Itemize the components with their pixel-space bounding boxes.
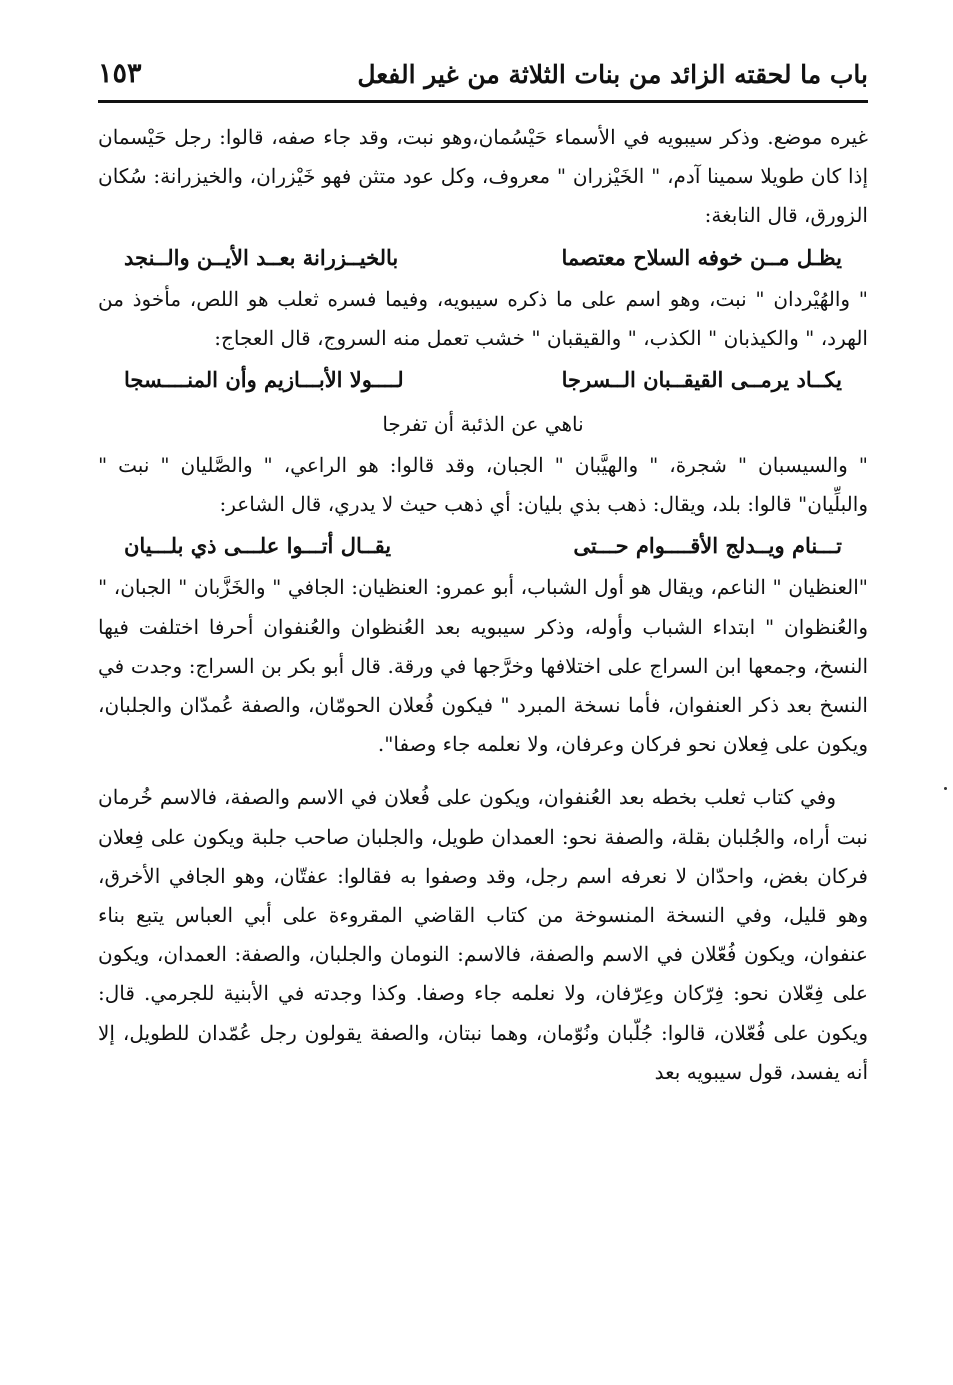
header-rule bbox=[98, 100, 868, 103]
verse-1 bbox=[98, 236, 868, 280]
page-number: ١٥٣ bbox=[98, 58, 142, 89]
page-header bbox=[98, 52, 868, 98]
verse-2-second-hemistich: لــــولا الأبـــازيم وأن المنــــسجا bbox=[124, 367, 404, 393]
verse-1-first-hemistich: يظـل مــن خوفه السلاح معتصما bbox=[561, 244, 842, 270]
paragraph-gap bbox=[98, 764, 868, 778]
running-title: باب ما لحقته الزائد من بنات الثلاثة من غير الفعل bbox=[357, 60, 868, 89]
verse-2-first-hemistich: يكــاد يرمــى القيقــبان الــسرجا bbox=[561, 367, 842, 393]
verse-1-second-hemistich: بالخيــزرانة بعــد الأيــن والــنجد bbox=[124, 244, 399, 270]
paragraph-4: "العنظيان " الناعم، ويقال هو أول الشباب، أبو عمرو: العنظيان: الجافي " والخَزَّبان " الجبان، " والعُنظوان " ابتداء الشباب وأوله، وذكر سيبويه بعد العُنظوان والعُنفوان أحرفا اختلفت فيها النسخ، وجمعها ابن السراج على اختلافها وخرَّجها في ورقة. قال أبو بكر بن السراج: وجدت في النسخ بعد ذكر العنفوان، فأما نسخة المبرد " فيكون فُعلان الحومّان، والصفة عُمدّان والجلبان، ويكون على فِعلان نحو فركان وعرفان، ولا نعلمه جاء وصفا". bbox=[98, 575, 868, 757]
verse-2-line: ناهي عن الذئبة أن تفرجا bbox=[382, 412, 584, 437]
paragraph-1: غيره موضع. وذكر سيبويه في الأسماء حَيْسُمان،وهو نبت، وقد جاء صفه، قالوا: رجل حَيْسمان إذا كان طويلا سمينا آدم، " الخَيْزران " معروف، وكل عود متثن فهو خَيْزران، والخيزرانة: سُكان الزورق، قال النابغة: bbox=[98, 125, 868, 228]
paragraph-2: " والهُيْردان " نبت، وهو اسم على ما ذكره سيبويه، وفيما فسره ثعلب هو اللص، مأخوذ من الهرد، " والكيذبان " الكذب، " والقيقبان " خشب تعمل منه السروج، قال العجاج: bbox=[98, 286, 868, 350]
verse-3 bbox=[98, 524, 868, 568]
paragraph-5: وفي كتاب ثعلب بخطه بعد العُنفوان، ويكون على فُعلان في الاسم والصفة، فالاسم خُرمان نبت أراه، والجُلبان بقلة، والصفة نحو: العمدان طويل، والجلبان صاحب جلبة ويكون على فِعلان فركان بغض، واحدّان لا نعرفه اسم رجل، وقد وصفوا به فقالوا: عفتّان، وهو الجافي الأخرق، وهو قليل، وفي النسخة المنسوخة من كتاب القاضي المقروءة على أبي العباس يتبع بناء عنفوان، ويكون فُعّلان في الاسم والصفة، فالاسم: النومان والجلبان، والصفة: العمدان، ويكون على فِعّلان نحو: فِرّكان وعِرّفان، ولا نعلمه جاء وصفا. وكذا وجدته في الأبنية للجرمي. قال: ويكون على فُعّلان، قالوا: جُلّبان ونُوّمان، وهما نبتان، والصفة يقولون رجل عُمّدان للطويل، إلا أنه يفسد، قول سيبويه بعد bbox=[98, 785, 868, 1084]
paragraph-3: " والسيسبان " شجرة، " والهيَّبان " الجبان، وقد قالوا: هو الراعي، " والصَّليان " نبت " والبلِّيان" قالوا: بلد، ويقال: ذهب بذي بليان: أي ذهب حيث لا يدري، قال الشاعر: bbox=[98, 453, 868, 517]
page-body bbox=[98, 118, 868, 1092]
margin-speck bbox=[944, 787, 947, 790]
verse-3-second-hemistich: يقــال أتـــوا علـــى ذي بلـــيان bbox=[124, 533, 392, 559]
verse-2 bbox=[98, 358, 868, 402]
verse-3-first-hemistich: تـــنام ويــدلج الأقــــوام حـــتى bbox=[573, 533, 842, 559]
